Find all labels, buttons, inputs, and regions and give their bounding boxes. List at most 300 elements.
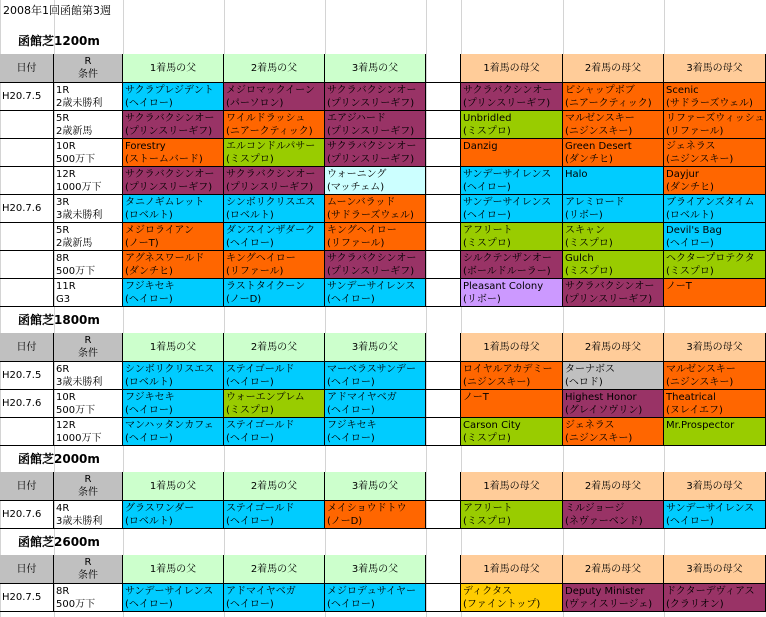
damsire-cell xyxy=(664,390,766,418)
race-condition: 500万下 xyxy=(56,266,96,277)
header-race-top: R xyxy=(84,474,92,485)
horse-name: サクラバクシンオー xyxy=(125,169,215,180)
horse-name: Halo xyxy=(565,169,588,180)
damsire-cell xyxy=(563,111,664,139)
header-sire2: 2着馬の父 xyxy=(224,333,325,362)
header-sire1: 1着馬の父 xyxy=(123,54,224,83)
sire-cell xyxy=(123,279,224,307)
race-number: 12R xyxy=(56,420,76,431)
horse-name: ノーT xyxy=(463,392,489,403)
horse-name: ジェネラス xyxy=(666,141,716,152)
damsire-cell xyxy=(461,418,563,446)
header-sire3: 3着馬の父 xyxy=(325,54,426,83)
horse-name: フジキセキ xyxy=(125,281,175,292)
horse-lineage: (ヘイロー) xyxy=(327,433,375,444)
horse-lineage: (ミスプロ) xyxy=(666,266,714,277)
horse-lineage: (ニアークティック) xyxy=(565,98,652,109)
horse-name: Scenic xyxy=(666,85,699,96)
race-condition: 2歳新馬 xyxy=(56,238,93,249)
damsire-cell xyxy=(563,362,664,390)
sire-cell xyxy=(123,139,224,167)
race-number: 10R xyxy=(56,392,76,403)
spacer xyxy=(426,195,461,223)
horse-lineage: (ロベルト) xyxy=(125,377,173,388)
horse-lineage: (グレイソヴリン) xyxy=(565,405,643,416)
horse-lineage: (ヘイロー) xyxy=(125,294,173,305)
horse-name: シルクテンザンオー xyxy=(463,253,552,264)
spacer xyxy=(426,279,461,307)
header-sire2: 2着馬の父 xyxy=(224,54,325,83)
damsire-cell xyxy=(563,279,664,307)
header-sire2: 2着馬の父 xyxy=(224,472,325,501)
horse-lineage: (ロベルト) xyxy=(226,210,274,221)
damsire-cell xyxy=(461,167,563,195)
horse-name: タニノギムレット xyxy=(125,197,205,208)
horse-name: Unbridled xyxy=(463,113,512,124)
horse-lineage: (ヘイロー) xyxy=(327,405,375,416)
row-race xyxy=(54,418,123,446)
horse-lineage: (ヘイロー) xyxy=(125,405,173,416)
horse-name: アグネスワールド xyxy=(125,253,205,264)
race-number: 10R xyxy=(56,141,76,152)
header-dam3: 3着馬の母父 xyxy=(664,54,766,83)
header-dam2: 2着馬の母父 xyxy=(563,555,664,584)
sire-cell xyxy=(123,584,224,612)
horse-lineage: (プリンスリーギフ) xyxy=(327,126,415,137)
horse-lineage: (ミスプロ) xyxy=(226,154,274,165)
horse-name: マルゼンスキー xyxy=(565,113,635,124)
horse-name: Forestry xyxy=(125,141,166,152)
sire-cell xyxy=(325,279,426,307)
horse-name: キングヘイロー xyxy=(226,253,296,264)
spacer xyxy=(426,390,461,418)
spacer xyxy=(426,223,461,251)
spacer xyxy=(426,584,461,612)
horse-name: ムーンバラッド xyxy=(327,197,396,208)
section-title: 函館芝2000m xyxy=(18,452,100,466)
horse-lineage: (リファール) xyxy=(327,238,385,249)
horse-name: ラストタイクーン xyxy=(226,281,306,292)
section-title: 函館芝1800m xyxy=(18,313,100,327)
row-date: H20.7.6 xyxy=(0,195,54,223)
header-date: 日付 xyxy=(0,555,54,584)
horse-name: アドマイヤベガ xyxy=(226,586,296,597)
horse-name: キングヘイロー xyxy=(327,225,397,236)
horse-name: マルゼンスキー xyxy=(666,364,736,375)
header-race-top: R xyxy=(84,56,92,67)
damsire-cell xyxy=(563,195,664,223)
header-race-bottom: 条件 xyxy=(78,487,98,498)
horse-lineage: (サドラーズウェル) xyxy=(666,98,753,109)
row-race xyxy=(54,251,123,279)
header-dam1: 1着馬の母父 xyxy=(461,555,563,584)
horse-name: ジェネラス xyxy=(565,420,615,431)
spacer xyxy=(426,83,461,111)
horse-lineage: (ニジンスキー) xyxy=(463,377,531,388)
row-date xyxy=(0,418,54,446)
horse-name: アレミロード xyxy=(565,197,625,208)
horse-lineage: (ミスプロ) xyxy=(565,238,613,249)
horse-name: ウォーニング xyxy=(327,169,387,180)
horse-name: マンハッタンカフェ xyxy=(125,420,214,431)
horse-name: アフリート xyxy=(463,225,513,236)
horse-name: Devil's Bag xyxy=(666,225,722,236)
horse-name: サクラバクシンオー xyxy=(327,253,417,264)
horse-lineage: (ミスプロ) xyxy=(463,126,511,137)
horse-lineage: (ヘイロー) xyxy=(666,516,714,527)
header-dam3: 3着馬の母父 xyxy=(664,472,766,501)
damsire-cell xyxy=(461,111,563,139)
sire-cell xyxy=(325,418,426,446)
horse-lineage: (ロベルト) xyxy=(125,516,173,527)
horse-name: Pleasant Colony xyxy=(463,281,544,292)
race-condition: 3歳未勝利 xyxy=(56,210,103,221)
damsire-cell xyxy=(563,418,664,446)
sire-cell xyxy=(224,279,325,307)
sire-cell xyxy=(123,418,224,446)
horse-name: サクラバクシンオー xyxy=(327,141,417,152)
horse-name: ノーT xyxy=(666,281,692,292)
horse-lineage: (プリンスリーギフ) xyxy=(565,294,653,305)
horse-lineage: (リファール) xyxy=(666,126,724,137)
header-dam2: 2着馬の母父 xyxy=(563,333,664,362)
horse-name: ステイゴールド xyxy=(226,364,295,375)
damsire-cell xyxy=(664,418,766,446)
horse-lineage: (ネヴァーベンド) xyxy=(565,516,643,527)
header-date: 日付 xyxy=(0,54,54,83)
header-race-bottom: 条件 xyxy=(78,69,98,80)
horse-lineage: (ヘイロー) xyxy=(226,433,274,444)
horse-name: サクラバクシンオー xyxy=(327,85,417,96)
sire-cell xyxy=(123,362,224,390)
row-race xyxy=(54,195,123,223)
damsire-cell xyxy=(461,362,563,390)
spacer xyxy=(426,139,461,167)
damsire-cell xyxy=(563,139,664,167)
race-condition: 2歳未勝利 xyxy=(56,98,103,109)
horse-name: サクラプレジデント xyxy=(125,85,214,96)
horse-lineage: (リボー) xyxy=(565,210,603,221)
horse-lineage: (プリンスリーギフ) xyxy=(125,126,213,137)
spacer xyxy=(426,111,461,139)
row-race xyxy=(54,390,123,418)
sire-cell xyxy=(325,223,426,251)
race-condition: 2歳新馬 xyxy=(56,126,93,137)
sire-cell xyxy=(325,390,426,418)
header-race xyxy=(54,472,123,501)
header-sire1: 1着馬の父 xyxy=(123,472,224,501)
horse-lineage: (プリンスリーギフ) xyxy=(125,182,213,193)
damsire-cell xyxy=(664,279,766,307)
horse-name: サンデーサイレンス xyxy=(463,169,552,180)
header-sire3: 3着馬の父 xyxy=(325,472,426,501)
damsire-cell xyxy=(461,584,563,612)
sire-cell xyxy=(224,167,325,195)
sire-cell xyxy=(123,195,224,223)
header-race-bottom: 条件 xyxy=(78,348,98,359)
damsire-cell xyxy=(461,501,563,529)
horse-lineage: (ニアークティック) xyxy=(226,126,313,137)
horse-lineage: (ロベルト) xyxy=(125,210,173,221)
horse-lineage: (ヘイロー) xyxy=(666,238,714,249)
horse-lineage: (ストームバード) xyxy=(125,154,203,165)
row-race xyxy=(54,111,123,139)
horse-name: フジキセキ xyxy=(327,420,377,431)
horse-lineage: (プリンスリーギフ) xyxy=(226,182,314,193)
horse-name: ターナボス xyxy=(565,364,615,375)
damsire-cell xyxy=(563,584,664,612)
header-race-bottom: 条件 xyxy=(78,570,98,581)
horse-lineage: (ニジンスキー) xyxy=(666,377,734,388)
race-number: 12R xyxy=(56,169,76,180)
sire-cell xyxy=(123,83,224,111)
horse-lineage: (ヘイロー) xyxy=(226,238,274,249)
damsire-cell xyxy=(664,111,766,139)
horse-lineage: (ダンチヒ) xyxy=(125,266,173,277)
race-number: 8R xyxy=(56,253,70,264)
damsire-cell xyxy=(664,362,766,390)
row-date xyxy=(0,251,54,279)
horse-lineage: (ダンチヒ) xyxy=(565,154,613,165)
horse-name: ヘクタープロテクタ xyxy=(666,253,755,264)
horse-name: ウォーエンブレム xyxy=(226,392,305,403)
horse-lineage: (ロベルト) xyxy=(666,210,714,221)
horse-lineage: (ヘイロー) xyxy=(327,599,375,610)
horse-name: シンボリクリスエス xyxy=(226,197,316,208)
sire-cell xyxy=(325,167,426,195)
horse-lineage: (クラリオン) xyxy=(666,599,724,610)
horse-lineage: (プリンスリーギフ) xyxy=(463,98,551,109)
race-condition: 1000万下 xyxy=(56,433,102,444)
horse-lineage: (ヘイロー) xyxy=(226,377,274,388)
header-race-top: R xyxy=(84,335,92,346)
horse-lineage: (ミスプロ) xyxy=(226,405,274,416)
horse-lineage: (ヘイロー) xyxy=(463,210,511,221)
horse-name: マーベラスサンデー xyxy=(327,364,416,375)
row-date: H20.7.6 xyxy=(0,390,54,418)
sire-cell xyxy=(325,111,426,139)
horse-name: フジキセキ xyxy=(125,392,175,403)
sire-cell xyxy=(123,111,224,139)
page-title: 2008年1回函館第3週 xyxy=(3,4,111,17)
horse-name: ドクターデヴィアス xyxy=(666,586,755,597)
header-race-top: R xyxy=(84,557,92,568)
damsire-cell xyxy=(563,83,664,111)
spacer xyxy=(426,167,461,195)
sire-cell xyxy=(325,83,426,111)
horse-lineage: (ノーD) xyxy=(327,516,363,527)
spacer xyxy=(426,362,461,390)
damsire-cell xyxy=(664,501,766,529)
horse-name: リファーズウィッシュ xyxy=(666,113,765,124)
sire-cell xyxy=(224,251,325,279)
horse-name: シンボリクリスエス xyxy=(125,364,215,375)
sire-cell xyxy=(325,139,426,167)
header-race xyxy=(54,54,123,83)
horse-name: Green Desert xyxy=(565,141,632,152)
horse-name: ダンスインザダーク xyxy=(226,225,316,236)
sire-cell xyxy=(123,501,224,529)
sire-cell xyxy=(224,223,325,251)
horse-name: メジロデュサイヤー xyxy=(327,586,416,597)
horse-lineage: (ヌレイエフ) xyxy=(666,405,723,416)
horse-name: ディクタス xyxy=(463,586,512,597)
sire-cell xyxy=(224,195,325,223)
row-race xyxy=(54,501,123,529)
horse-lineage: (ヘイロー) xyxy=(463,182,511,193)
section-title: 函館芝1200m xyxy=(18,34,100,48)
damsire-cell xyxy=(664,167,766,195)
sire-cell xyxy=(325,584,426,612)
header-date: 日付 xyxy=(0,472,54,501)
sire-cell xyxy=(224,418,325,446)
row-race xyxy=(54,223,123,251)
row-race xyxy=(54,139,123,167)
header-race xyxy=(54,555,123,584)
race-number: 8R xyxy=(56,586,70,597)
horse-lineage: (ミスプロ) xyxy=(463,238,511,249)
damsire-cell xyxy=(461,223,563,251)
sire-cell xyxy=(123,223,224,251)
horse-name: Dayjur xyxy=(666,169,699,180)
horse-name: サンデーサイレンス xyxy=(125,586,214,597)
horse-name: Theatrical xyxy=(666,392,716,403)
damsire-cell xyxy=(664,223,766,251)
horse-name: ロイヤルアカデミー xyxy=(463,364,553,375)
spacer xyxy=(426,472,461,501)
race-condition: 3歳未勝利 xyxy=(56,516,103,527)
sire-cell xyxy=(325,501,426,529)
horse-lineage: (ヴァイスリージェ) xyxy=(565,599,653,610)
header-dam1: 1着馬の母父 xyxy=(461,333,563,362)
sire-cell xyxy=(224,362,325,390)
horse-lineage: (ニジンスキー) xyxy=(565,126,633,137)
damsire-cell xyxy=(563,390,664,418)
horse-lineage: (ニジンスキー) xyxy=(565,433,633,444)
horse-name: メジロマックイーン xyxy=(226,85,315,96)
sire-cell xyxy=(123,167,224,195)
row-race xyxy=(54,167,123,195)
spacer xyxy=(426,501,461,529)
header-sire1: 1着馬の父 xyxy=(123,555,224,584)
horse-name: Deputy Minister xyxy=(565,586,645,597)
horse-name: サクラバクシンオー xyxy=(463,85,553,96)
horse-name: ブライアンズタイム xyxy=(666,197,755,208)
horse-lineage: (ファイントップ) xyxy=(463,599,541,610)
horse-name: サクラバクシンオー xyxy=(125,113,215,124)
sire-cell xyxy=(224,83,325,111)
damsire-cell xyxy=(461,139,563,167)
horse-name: エルコンドルパサー xyxy=(226,141,316,152)
horse-lineage: (サドラーズウェル) xyxy=(327,210,414,221)
row-race xyxy=(54,279,123,307)
horse-lineage: (ヘイロー) xyxy=(327,377,375,388)
damsire-cell xyxy=(563,167,664,195)
race-number: 11R xyxy=(56,281,76,292)
horse-lineage: (ヘロド) xyxy=(565,377,603,388)
race-number: 5R xyxy=(56,225,70,236)
horse-name: サンデーサイレンス xyxy=(327,281,416,292)
header-dam2: 2着馬の母父 xyxy=(563,54,664,83)
horse-lineage: (リボー) xyxy=(463,294,501,305)
damsire-cell xyxy=(461,83,563,111)
row-date: H20.7.5 xyxy=(0,584,54,612)
sire-cell xyxy=(224,111,325,139)
horse-name: Highest Honor xyxy=(565,392,637,403)
damsire-cell xyxy=(664,195,766,223)
row-date xyxy=(0,223,54,251)
damsire-cell xyxy=(461,279,563,307)
header-sire3: 3着馬の父 xyxy=(325,333,426,362)
race-number: 4R xyxy=(56,503,70,514)
sire-cell xyxy=(325,195,426,223)
damsire-cell xyxy=(664,584,766,612)
row-date: H20.7.5 xyxy=(0,362,54,390)
horse-lineage: (ボールドルーラー) xyxy=(463,266,551,277)
header-dam1: 1着馬の母父 xyxy=(461,472,563,501)
race-number: 6R xyxy=(56,364,70,375)
damsire-cell xyxy=(664,83,766,111)
horse-lineage: (ヘイロー) xyxy=(125,98,173,109)
race-condition: 3歳未勝利 xyxy=(56,377,103,388)
horse-name: Danzig xyxy=(463,141,498,152)
race-condition: G3 xyxy=(56,294,71,305)
horse-name: ピシャップボブ xyxy=(565,85,635,96)
horse-name: メジロライアン xyxy=(125,225,194,236)
header-dam3: 3着馬の母父 xyxy=(664,333,766,362)
horse-name: Mr.Prospector xyxy=(666,420,735,431)
horse-name: Gulch xyxy=(565,253,594,264)
horse-name: エアジハード xyxy=(327,113,386,124)
header-dam1: 1着馬の母父 xyxy=(461,54,563,83)
damsire-cell xyxy=(461,390,563,418)
header-sire3: 3着馬の父 xyxy=(325,555,426,584)
horse-name: メイショウドトウ xyxy=(327,503,407,514)
header-sire1: 1着馬の父 xyxy=(123,333,224,362)
horse-lineage: (リファール) xyxy=(226,266,284,277)
damsire-cell xyxy=(461,251,563,279)
horse-name: サンデーサイレンス xyxy=(666,503,755,514)
horse-lineage: (ミスプロ) xyxy=(565,266,613,277)
horse-lineage: (ノーD) xyxy=(226,294,262,305)
race-number: 1R xyxy=(56,85,70,96)
spacer xyxy=(426,418,461,446)
damsire-cell xyxy=(563,251,664,279)
sire-cell xyxy=(224,501,325,529)
horse-name: ステイゴールド xyxy=(226,503,295,514)
race-condition: 500万下 xyxy=(56,154,96,165)
damsire-cell xyxy=(563,223,664,251)
sire-cell xyxy=(123,251,224,279)
damsire-cell xyxy=(461,195,563,223)
race-condition: 1000万下 xyxy=(56,182,102,193)
row-date xyxy=(0,279,54,307)
row-race xyxy=(54,362,123,390)
horse-name: サクラバクシンオー xyxy=(565,281,655,292)
row-date xyxy=(0,139,54,167)
horse-lineage: (ヘイロー) xyxy=(125,433,173,444)
horse-lineage: (ミスプロ) xyxy=(463,433,511,444)
horse-lineage: (プリンスリーギフ) xyxy=(327,266,415,277)
header-dam2: 2着馬の母父 xyxy=(563,472,664,501)
header-dam3: 3着馬の母父 xyxy=(664,555,766,584)
sire-cell xyxy=(224,390,325,418)
horse-lineage: (マッチェム) xyxy=(327,182,385,193)
damsire-cell xyxy=(664,251,766,279)
damsire-cell xyxy=(664,139,766,167)
race-number: 5R xyxy=(56,113,70,124)
spacer xyxy=(426,333,461,362)
